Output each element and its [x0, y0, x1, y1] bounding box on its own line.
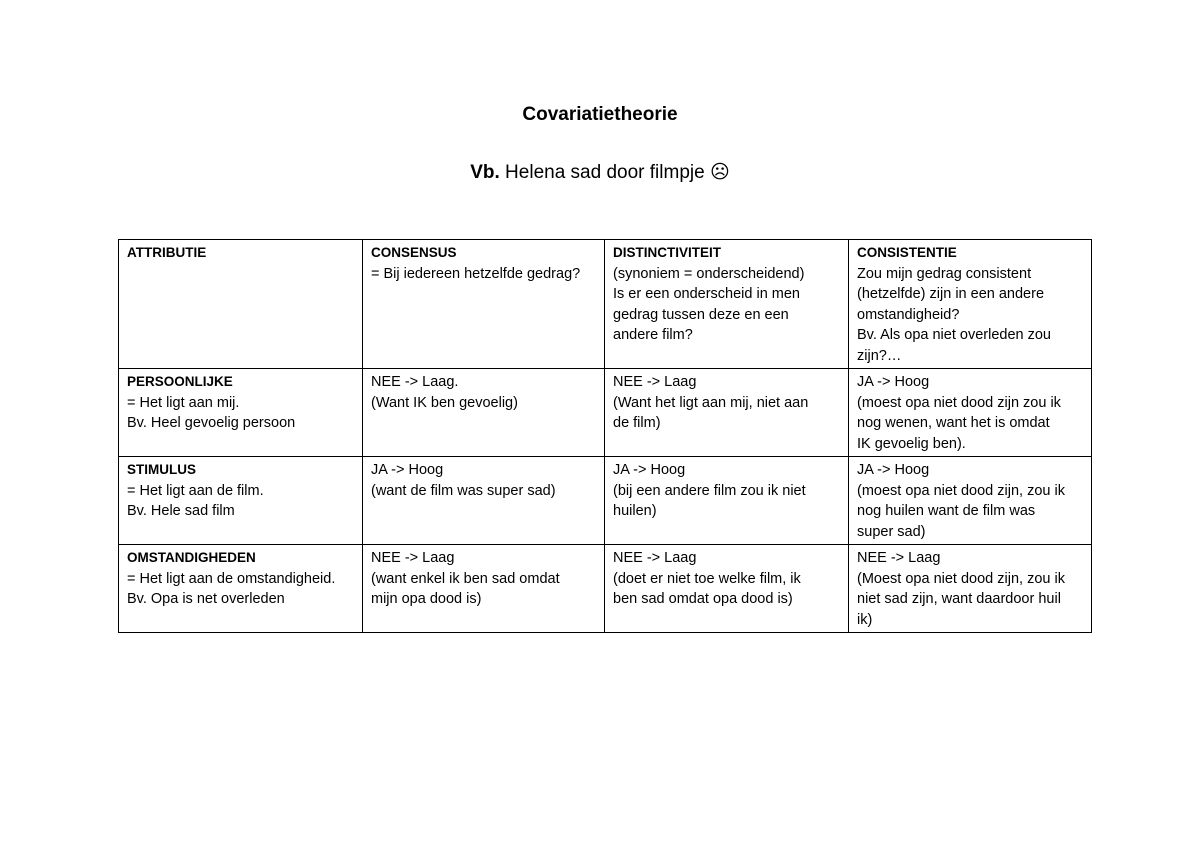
- cell-line: (Want IK ben gevoelig): [371, 394, 518, 411]
- subtitle-text: Helena sad door filmpje ☹: [499, 162, 730, 183]
- cell-line: nog huilen want de film was: [857, 503, 1036, 519]
- header-cell: [605, 240, 849, 369]
- cell-heading: CONSENSUS: [371, 245, 457, 260]
- cell-heading: PERSOONLIJKE: [127, 374, 233, 389]
- header-cell: [363, 240, 605, 369]
- table-cell: [363, 369, 605, 457]
- cell-line: JA -> Hoog: [857, 374, 930, 390]
- cell-line: huilen): [613, 503, 657, 519]
- cell-line: NEE -> Laag: [371, 550, 455, 566]
- cell-heading: ATTRIBUTIE: [127, 245, 207, 260]
- table-body: [119, 240, 1092, 633]
- cell-line: NEE -> Laag: [613, 374, 697, 390]
- cell-line: (synoniem = onderscheidend): [613, 265, 805, 282]
- table-cell: [363, 545, 605, 633]
- cell-line: ik): [857, 611, 873, 628]
- cell-heading: DISTINCTIVITEIT: [613, 245, 721, 260]
- header-cell: [849, 240, 1092, 369]
- cell-line: JA -> Hoog: [857, 462, 930, 478]
- cell-line: (bij een andere film zou ik niet: [613, 482, 806, 499]
- row-label-cell: [119, 545, 363, 633]
- cell-line: (moest opa niet dood zijn, zou ik: [857, 482, 1065, 499]
- row-label-cell: [119, 457, 363, 545]
- document-subtitle: [0, 160, 1200, 186]
- cell-line: IK gevoelig ben).: [857, 435, 966, 452]
- document-title: Covariatietheorie: [522, 104, 678, 125]
- cell-line: JA -> Hoog: [613, 462, 686, 478]
- cell-heading: STIMULUS: [127, 462, 196, 477]
- cell-line: JA -> Hoog: [371, 462, 444, 478]
- cell-line: andere film?: [613, 327, 693, 343]
- cell-line: super sad): [857, 523, 926, 540]
- cell-line: mijn opa dood is): [371, 591, 482, 607]
- table-cell: [849, 457, 1092, 545]
- table-cell: [849, 369, 1092, 457]
- cell-line: = Het ligt aan mij.: [127, 394, 240, 411]
- subtitle-prefix: Vb.: [470, 162, 500, 183]
- cell-line: (Want het ligt aan mij, niet aan: [613, 394, 809, 411]
- cell-line: (doet er niet toe welke film, ik: [613, 570, 801, 587]
- cell-line: (Moest opa niet dood zijn, zou ik: [857, 570, 1065, 587]
- cell-line: NEE -> Laag: [857, 550, 941, 566]
- table-row: [119, 369, 1092, 457]
- cell-line: = Bij iedereen hetzelfde gedrag?: [371, 265, 581, 282]
- cell-line: = Het ligt aan de omstandigheid.: [127, 570, 336, 587]
- table-cell: [605, 457, 849, 545]
- cell-line: Bv. Als opa niet overleden zou: [857, 327, 1051, 343]
- cell-line: Is er een onderscheid in men: [613, 286, 800, 302]
- table-row: [119, 457, 1092, 545]
- cell-line: (moest opa niet dood zijn zou ik: [857, 394, 1061, 411]
- table-header-row: [119, 240, 1092, 369]
- cell-line: (hetzelfde) zijn in een andere: [857, 286, 1045, 302]
- cell-line: Zou mijn gedrag consistent: [857, 265, 1032, 282]
- cell-line: gedrag tussen deze en een: [613, 306, 789, 323]
- cell-heading: OMSTANDIGHEDEN: [127, 550, 256, 565]
- cell-line: zijn?…: [857, 347, 902, 364]
- cell-line: NEE -> Laag: [613, 550, 697, 566]
- cell-line: Bv. Opa is net overleden: [127, 591, 285, 607]
- header-cell: [119, 240, 363, 369]
- row-label-cell: [119, 369, 363, 457]
- table-row: [119, 545, 1092, 633]
- cell-line: = Het ligt aan de film.: [127, 482, 264, 499]
- cell-line: (want de film was super sad): [371, 482, 556, 499]
- table-cell: [605, 545, 849, 633]
- cell-line: omstandigheid?: [857, 306, 960, 323]
- cell-line: Bv. Heel gevoelig persoon: [127, 415, 296, 431]
- cell-line: de film): [613, 415, 661, 431]
- cell-line: nog wenen, want het is omdat: [857, 415, 1050, 431]
- cell-heading: CONSISTENTIE: [857, 245, 957, 260]
- table-cell: [605, 369, 849, 457]
- table-cell: [849, 545, 1092, 633]
- cell-line: Bv. Hele sad film: [127, 503, 235, 519]
- cell-line: NEE -> Laag.: [371, 374, 459, 390]
- covariation-table: [118, 239, 1092, 633]
- cell-line: ben sad omdat opa dood is): [613, 591, 793, 607]
- table-cell: [363, 457, 605, 545]
- cell-line: (want enkel ik ben sad omdat: [371, 570, 560, 587]
- cell-line: niet sad zijn, want daardoor huil: [857, 591, 1061, 607]
